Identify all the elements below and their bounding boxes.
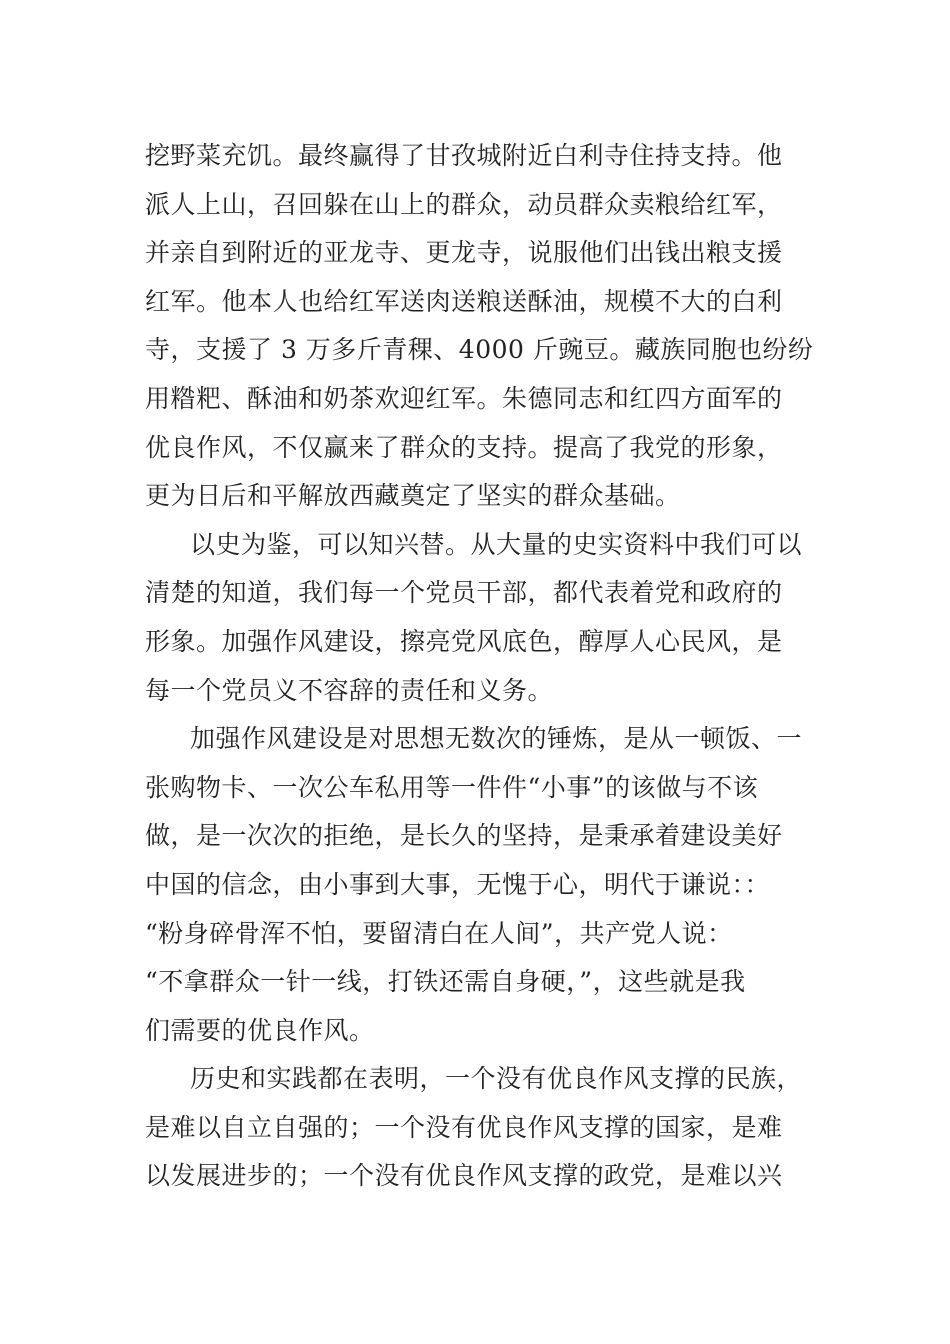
text-line: 并亲自到附近的亚龙寺、更龙寺，说服他们出钱出粮支援 <box>145 238 783 268</box>
text-line: 张购物卡、一次公车私用等一件件“小事”的该做与不该 <box>145 772 759 802</box>
paragraph-first-line: 历史和实践都在表明，一个没有优良作风支撑的民族， <box>190 1064 803 1094</box>
text-line: 挖野菜充饥。最终赢得了甘孜城附近白利寺住持支持。他 <box>145 141 783 170</box>
paragraph-first-line: 加强作风建设是对思想无数次的锤炼，是从一顿饭、一 <box>190 724 803 754</box>
paragraph-first-line: 以史为鉴，可以知兴替。从大量的史实资料中我们可以 <box>190 529 803 559</box>
text-line: 更为日后和平解放西藏奠定了坚实的群众基础。 <box>145 481 681 511</box>
text-line: 用糌粑、酥油和奶茶欢迎红军。朱德同志和红四方面军的 <box>145 383 783 413</box>
text-line: 是难以自立自强的；一个没有优良作风支撑的国家，是难 <box>145 1112 783 1142</box>
text-line: 每一个党员义不容辞的责任和义务。 <box>145 675 554 705</box>
text-line: 做，是一次次的拒绝，是长久的坚持，是秉承着建设美好 <box>145 821 783 851</box>
text-line: 红军。他本人也给红军送肉送粮送酥油，规模不大的白利 <box>145 286 783 316</box>
text-line: 派人上山，召回躲在山上的群众，动员群众卖粮给红军， <box>145 189 783 219</box>
text-line: “粉身碎骨浑不怕，要留清白在人间”，共产党人说： <box>145 918 733 948</box>
text-line: 们需要的优良作风。 <box>145 1015 375 1045</box>
text-line: 优良作风，不仅赢来了群众的支持。提高了我党的形象， <box>145 432 783 462</box>
body-text <box>145 132 814 1201</box>
text-line: 形象。加强作风建设，擦亮党风底色，醇厚人心民风，是 <box>145 626 783 656</box>
text-line: 清楚的知道，我们每一个党员干部，都代表着党和政府的 <box>145 578 783 608</box>
text-line: 中国的信念，由小事到大事，无愧于心，明代于谦说：： <box>145 869 771 899</box>
text-line: 寺，支援了 3 万多斤青稞、4000 斤豌豆。藏族同胞也纷纷 <box>145 335 814 365</box>
text-line: 以发展进步的；一个没有优良作风支撑的政党，是难以兴 <box>145 1161 783 1191</box>
text-line: “不拿群众一针一线，打铁还需自身硬，”，这些就是我 <box>145 967 746 997</box>
